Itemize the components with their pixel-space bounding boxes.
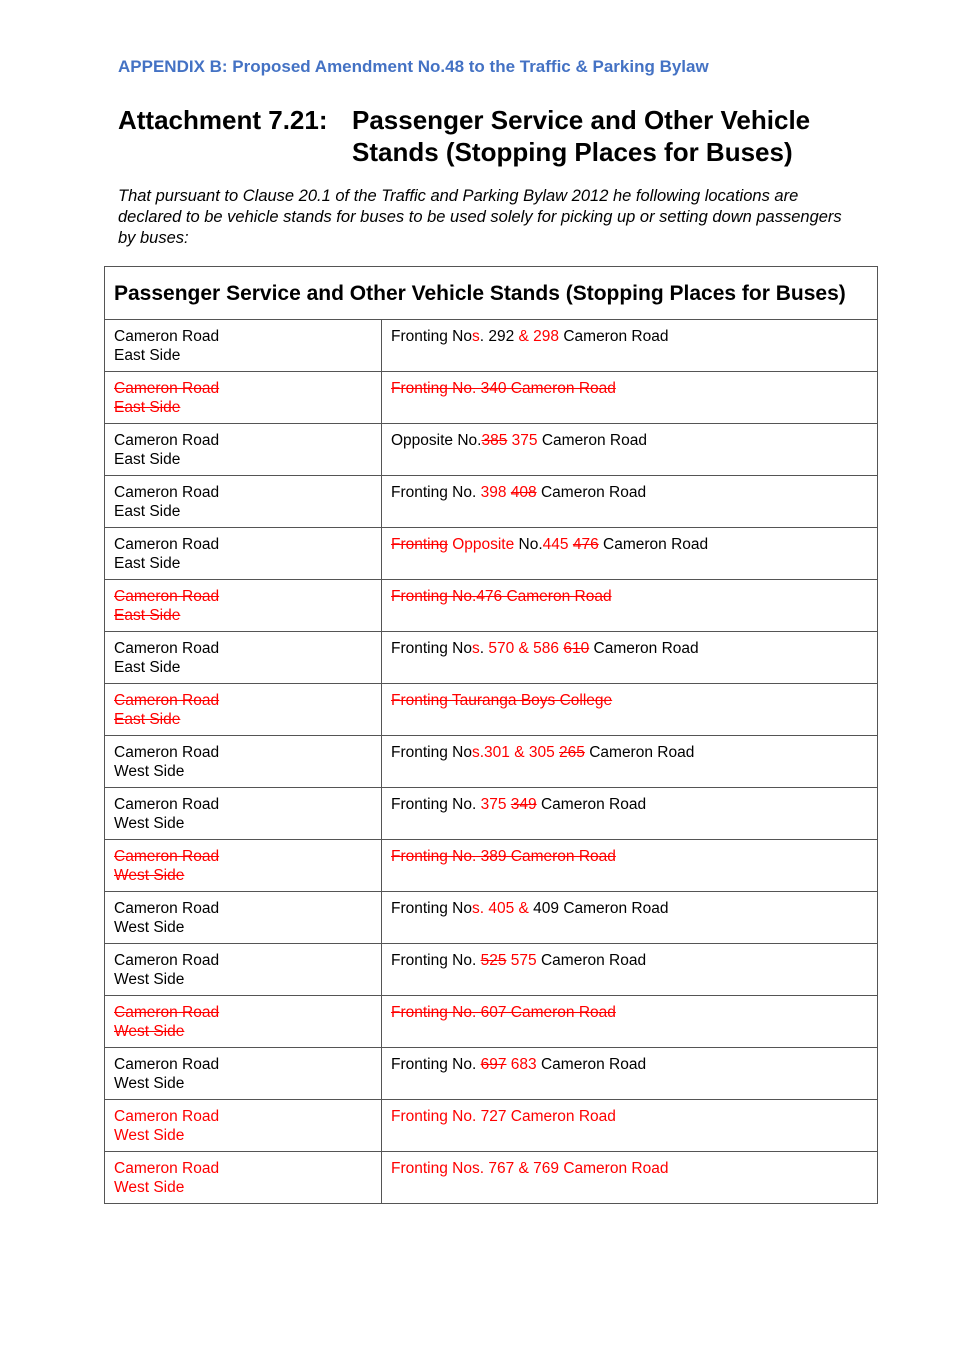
stand-location-cell	[105, 892, 382, 944]
appendix-heading: APPENDIX B: Proposed Amendment No.48 to the Traffic & Parking Bylaw	[118, 57, 709, 76]
table-row	[105, 320, 878, 372]
table-row	[105, 736, 878, 788]
stand-location-cell	[105, 684, 382, 736]
road-side: West Side	[114, 867, 185, 884]
inserted-text: 683	[510, 1056, 537, 1073]
road-name: Cameron Road	[114, 1056, 220, 1073]
description-text: Opposite No.	[391, 432, 482, 449]
road-name: Cameron Road	[114, 328, 220, 345]
stand-description-cell	[382, 632, 878, 684]
intro-paragraph: That pursuant to Clause 20.1 of the Traffic and Parking Bylaw 2012 he following locations are declared to be vehicle stands for buses to be used solely for picking up or setting down passengers by buses:	[118, 187, 842, 247]
stand-location-cell	[105, 788, 382, 840]
inserted-text: 445	[542, 536, 569, 553]
stand-description-cell	[382, 320, 878, 372]
stand-location-cell	[105, 1048, 382, 1100]
inserted-text: s	[471, 328, 480, 345]
road-side: West Side	[114, 971, 185, 988]
road-name: Cameron Road	[114, 692, 220, 709]
road-side: East Side	[114, 451, 181, 468]
stand-location-cell	[105, 528, 382, 580]
stand-location-cell	[105, 996, 382, 1048]
description-text: Cameron Road	[584, 744, 695, 761]
stand-location-cell	[105, 372, 382, 424]
table-row	[105, 996, 878, 1048]
stand-description-cell	[382, 424, 878, 476]
table-row	[105, 840, 878, 892]
table-row	[105, 528, 878, 580]
road-side: West Side	[114, 1023, 185, 1040]
attachment-title: Passenger Service and Other Vehicle Stands (Stopping Places for Buses)	[352, 105, 811, 167]
description-text: Fronting No.	[391, 952, 481, 969]
stand-location-cell	[105, 424, 382, 476]
stand-description-cell	[382, 840, 878, 892]
road-side: East Side	[114, 711, 181, 728]
stand-location-cell	[105, 632, 382, 684]
road-name: Cameron Road	[114, 432, 220, 449]
table-row	[105, 944, 878, 996]
deleted-text: 610	[563, 640, 590, 657]
deleted-text: Fronting	[391, 536, 448, 553]
road-name: Cameron Road	[114, 1108, 220, 1125]
inserted-text: 375	[480, 796, 507, 813]
description-text: Fronting No	[391, 744, 472, 761]
stand-location-cell	[105, 736, 382, 788]
table-row	[105, 1152, 878, 1204]
deleted-text: Fronting No.476 Cameron Road	[391, 588, 612, 605]
inserted-text: & 298	[518, 328, 560, 345]
inserted-text: s. 405 &	[471, 900, 529, 917]
deleted-text: 408	[510, 484, 537, 501]
table-row	[105, 580, 878, 632]
table-row	[105, 476, 878, 528]
stand-description-cell	[382, 996, 878, 1048]
table-heading: Passenger Service and Other Vehicle Stands (Stopping Places for Buses)	[105, 267, 878, 320]
inserted-text: 570 & 586	[488, 640, 560, 657]
stand-description-cell	[382, 684, 878, 736]
road-side: East Side	[114, 503, 181, 520]
inserted-text: s	[471, 640, 480, 657]
road-side: West Side	[114, 1075, 185, 1092]
description-text: Cameron Road	[536, 1056, 647, 1073]
stand-location-cell	[105, 1152, 382, 1204]
road-name: Cameron Road	[114, 536, 220, 553]
road-name: Cameron Road	[114, 640, 220, 657]
stand-description-cell	[382, 1100, 878, 1152]
deleted-text: Fronting No. 607 Cameron Road	[391, 1004, 616, 1021]
deleted-text: 525	[480, 952, 507, 969]
table-row	[105, 1048, 878, 1100]
bus-stands-table	[104, 266, 878, 1204]
deleted-text: 697	[480, 1056, 507, 1073]
road-side: East Side	[114, 399, 181, 416]
description-text: Fronting No	[391, 328, 472, 345]
inserted-text: Fronting No. 727 Cameron Road	[391, 1108, 616, 1125]
road-side: East Side	[114, 607, 181, 624]
stand-location-cell	[105, 944, 382, 996]
deleted-text: 476	[572, 536, 599, 553]
table-row	[105, 1100, 878, 1152]
table-row	[105, 632, 878, 684]
stand-location-cell	[105, 476, 382, 528]
table-row	[105, 788, 878, 840]
inserted-text: s.301 & 305	[471, 744, 555, 761]
inserted-text: Opposite	[452, 536, 515, 553]
road-name: Cameron Road	[114, 380, 220, 397]
stand-location-cell	[105, 320, 382, 372]
deleted-text: Fronting No. 389 Cameron Road	[391, 848, 616, 865]
table-row	[105, 892, 878, 944]
description-text: Cameron Road	[589, 640, 699, 657]
stand-description-cell	[382, 580, 878, 632]
road-name: Cameron Road	[114, 1004, 220, 1021]
description-text: Fronting No.	[391, 1056, 481, 1073]
stand-location-cell	[105, 580, 382, 632]
road-side: East Side	[114, 347, 181, 364]
description-text: . 292	[479, 328, 519, 345]
deleted-text: 265	[559, 744, 585, 761]
road-side: East Side	[114, 555, 181, 572]
table-heading-row	[105, 267, 878, 320]
stand-description-cell	[382, 892, 878, 944]
road-side: West Side	[114, 1179, 185, 1196]
stand-description-cell	[382, 476, 878, 528]
description-text: No.	[514, 536, 543, 553]
description-text: Fronting No.	[391, 796, 481, 813]
road-side: West Side	[114, 919, 185, 936]
stand-description-cell	[382, 528, 878, 580]
description-text: .	[479, 640, 489, 657]
description-text: Cameron Road	[536, 952, 647, 969]
description-text: Cameron Road	[537, 432, 647, 449]
inserted-text: 575	[510, 952, 537, 969]
inserted-text: Fronting Nos. 767 & 769 Cameron Road	[391, 1160, 669, 1177]
road-side: West Side	[114, 1127, 185, 1144]
road-name: Cameron Road	[114, 1160, 220, 1177]
description-text: Cameron Road	[559, 328, 669, 345]
road-name: Cameron Road	[114, 744, 220, 761]
deleted-text: Fronting No. 340 Cameron Road	[391, 380, 616, 397]
stand-description-cell	[382, 788, 878, 840]
road-name: Cameron Road	[114, 848, 220, 865]
description-text: Fronting No	[391, 640, 472, 657]
description-text: Fronting No.	[391, 484, 481, 501]
table-row	[105, 372, 878, 424]
description-text: Cameron Road	[536, 796, 647, 813]
road-name: Cameron Road	[114, 900, 220, 917]
inserted-text: 398	[480, 484, 507, 501]
deleted-text: 349	[510, 796, 537, 813]
road-side: West Side	[114, 763, 185, 780]
road-name: Cameron Road	[114, 588, 220, 605]
table-row	[105, 684, 878, 736]
attachment-number: Attachment 7.21:	[118, 105, 328, 135]
table-row	[105, 424, 878, 476]
stand-description-cell	[382, 1152, 878, 1204]
inserted-text: 375	[511, 432, 538, 449]
deleted-text: Fronting Tauranga Boys College	[391, 692, 613, 709]
deleted-text: 385	[481, 432, 508, 449]
description-text: Cameron Road	[536, 484, 647, 501]
road-name: Cameron Road	[114, 484, 220, 501]
road-name: Cameron Road	[114, 796, 220, 813]
road-name: Cameron Road	[114, 952, 220, 969]
stand-location-cell	[105, 1100, 382, 1152]
description-text: 409 Cameron Road	[528, 900, 669, 917]
description-text: Fronting No	[391, 900, 472, 917]
stand-description-cell	[382, 1048, 878, 1100]
stand-description-cell	[382, 944, 878, 996]
stand-location-cell	[105, 840, 382, 892]
table-body	[105, 320, 878, 1204]
description-text: Cameron Road	[598, 536, 709, 553]
road-side: East Side	[114, 659, 181, 676]
road-side: West Side	[114, 815, 185, 832]
stand-description-cell	[382, 736, 878, 788]
stand-description-cell	[382, 372, 878, 424]
